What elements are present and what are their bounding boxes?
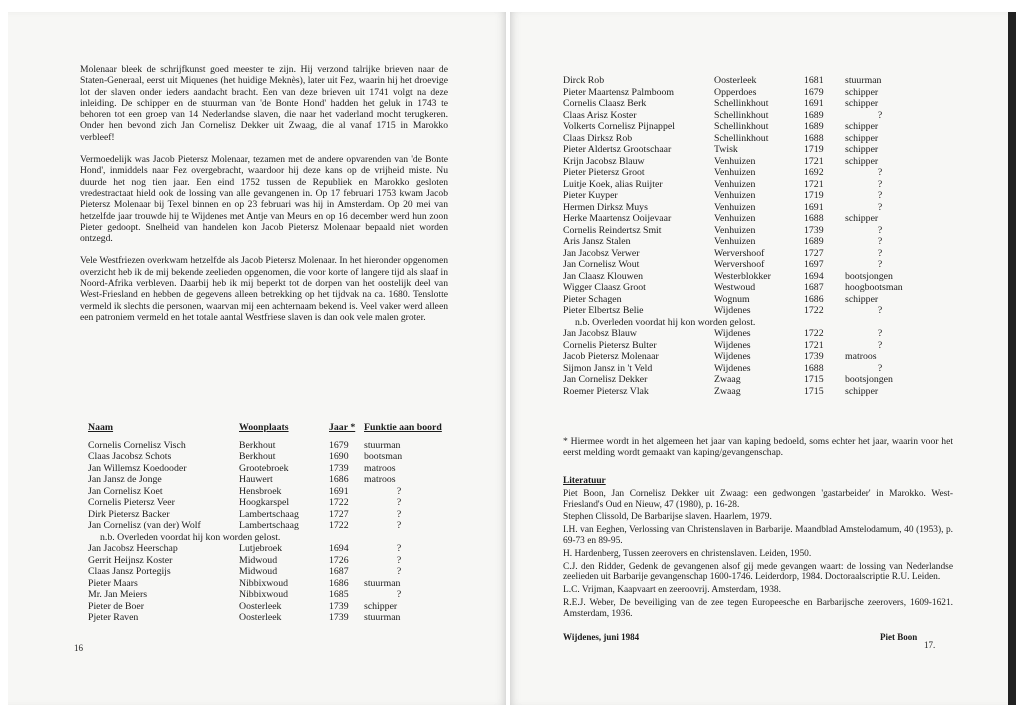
cell-jaar: 1687: [804, 282, 824, 293]
cell-funktie-text: ?: [877, 247, 883, 259]
cell-jaar: 1715: [804, 385, 824, 397]
cell-funktie: stuurman: [845, 75, 882, 86]
cell-funktie-text: ?: [396, 566, 402, 577]
cell-funktie-text: ?: [877, 167, 883, 178]
cell-woonplaats: Westerblokker: [714, 270, 771, 282]
right-sailor-table: [563, 75, 963, 397]
cell-woonplaats: Hauwert: [239, 474, 273, 485]
cell-naam: Aris Jansz Stalen: [563, 236, 631, 247]
cell-woonplaats: Twisk: [714, 144, 738, 155]
table-row: [563, 363, 963, 375]
cell-jaar: 1721: [804, 155, 824, 167]
cell-woonplaats: Zwaag: [714, 374, 741, 385]
cell-funktie: [845, 328, 915, 340]
cell-woonplaats: Zwaag: [714, 385, 741, 397]
cell-naam: Gerrit Heijnsz Koster: [88, 554, 173, 566]
table-row: [88, 463, 458, 475]
cell-naam: Jan Willemsz Koedooder: [88, 462, 187, 474]
cell-jaar: 1722: [804, 305, 824, 316]
table-row: [563, 351, 963, 363]
cell-funktie: [364, 543, 434, 555]
cell-funktie: [845, 259, 915, 271]
cell-naam: Jan Cornelisz Wout: [563, 259, 640, 270]
cell-funktie-text: ?: [877, 236, 883, 247]
table-row: [563, 156, 963, 168]
cell-jaar: 1689: [804, 109, 824, 121]
cell-funktie: bootsjongen: [845, 374, 893, 385]
literature-entry: R.E.J. Weber, De beveiliging van de zee tegen Europeesche en Barbarijsche zeerovers, 1609-1621. Amsterdam, 1936.: [563, 597, 953, 619]
table-row: [563, 259, 963, 271]
note-text: n.b. Overleden voordat hij kon worden gelost.: [575, 316, 756, 328]
table-row: [88, 612, 458, 624]
table-row: [88, 509, 458, 521]
literature-list: [563, 489, 953, 620]
cell-funktie: [845, 190, 915, 202]
cell-naam: Pieter Kuyper: [563, 190, 618, 201]
table-row: [563, 294, 963, 306]
cell-funktie: schipper: [845, 98, 879, 109]
table-row: [563, 121, 963, 133]
cell-naam: Cornelis Pietersz Bulter: [563, 339, 657, 351]
cell-funktie-text: ?: [396, 508, 402, 520]
cell-naam: Roemer Pietersz Vlak: [563, 385, 649, 397]
cell-jaar: 1689: [804, 236, 824, 247]
literature-entry: C.J. den Ridder, Gedenk de gevangenen alsof gij mede gevangen waart: de lossing van Nederlandse zeelieden uit Barbarije gevangenschap 1600-1746. Leiderdorp, 1984. Doctoraalscriptie R.U. Leiden.: [563, 561, 953, 583]
table-note: [563, 317, 963, 329]
table-row: [563, 190, 963, 202]
cell-woonplaats: Venhuizen: [714, 224, 756, 236]
table-row: [563, 167, 963, 179]
left-prose: [80, 64, 448, 334]
cell-woonplaats: Venhuizen: [714, 201, 756, 213]
cell-funktie: [845, 363, 915, 375]
table-row: [563, 340, 963, 352]
table-row: [88, 578, 458, 590]
cell-naam: Claas Arisz Koster: [563, 109, 637, 121]
table-row: [563, 225, 963, 237]
cell-woonplaats: Wervershoof: [714, 259, 765, 270]
table-row: [563, 374, 963, 386]
cell-naam: Luitje Koek, alias Ruijter: [563, 178, 663, 190]
cell-funktie: [845, 236, 915, 248]
cell-jaar: 1685: [329, 589, 349, 600]
literature-entry: Piet Boon, Jan Cornelisz Dekker uit Zwaag: een gedwongen 'gastarbeider' in Marokko. West-Friesland's Oud en Nieuw, 47 (1980), p. 16-28.: [563, 488, 953, 510]
cell-naam: Jan Cornelisz Koet: [88, 485, 163, 497]
cell-naam: Pieter Maars: [88, 577, 138, 589]
cell-funktie: schipper: [845, 144, 879, 155]
cell-jaar: 1686: [329, 474, 349, 485]
cell-jaar: 1689: [804, 121, 824, 132]
table-row: [88, 440, 458, 452]
cell-naam: Pieter Elbertsz Belie: [563, 305, 644, 316]
cell-jaar: 1679: [329, 439, 349, 451]
table-row: [563, 213, 963, 225]
cell-naam: Mr. Jan Meiers: [88, 589, 148, 600]
table-row: [88, 451, 458, 463]
cell-jaar: 1739: [329, 612, 349, 623]
cell-naam: Cornelis Pietersz Veer: [88, 497, 175, 508]
cell-funktie-text: ?: [877, 224, 883, 236]
cell-funktie: schipper: [845, 213, 879, 224]
table-row: [88, 497, 458, 509]
cell-funktie-text: ?: [396, 554, 402, 566]
cell-funktie-text: ?: [396, 589, 402, 600]
cell-woonplaats: Berkhout: [239, 439, 276, 451]
cell-naam: Claas Jansz Portegijs: [88, 566, 171, 577]
cell-jaar: 1679: [804, 86, 824, 98]
cell-funktie: stuurman: [364, 612, 401, 623]
table-row: [563, 75, 963, 87]
table-row: [563, 282, 963, 294]
cell-funktie: [845, 167, 915, 179]
cell-woonplaats: Schellinkhout: [714, 121, 769, 132]
cell-woonplaats: Nibbixwoud: [239, 577, 288, 589]
cell-woonplaats: Wijdenes: [714, 305, 751, 316]
cell-jaar: 1688: [804, 362, 824, 374]
cell-funktie: schipper: [845, 293, 879, 305]
cell-funktie: [364, 555, 434, 567]
header-naam: Naam: [88, 422, 114, 433]
table-row: [563, 248, 963, 260]
cell-funktie: [364, 566, 434, 578]
cell-funktie: [364, 486, 434, 498]
cell-jaar: 1726: [329, 554, 349, 566]
cell-funktie: [845, 225, 915, 237]
cell-naam: Dirck Rob: [563, 75, 605, 86]
cell-jaar: 1688: [804, 132, 824, 144]
book-edge: [1008, 12, 1016, 705]
cell-jaar: 1721: [804, 178, 824, 190]
table-row: [563, 202, 963, 214]
cell-jaar: 1692: [804, 167, 824, 178]
cell-jaar: 1690: [329, 451, 349, 462]
cell-naam: Pieter Aldertsz Grootschaar: [563, 144, 672, 155]
cell-funktie-text: ?: [396, 485, 402, 497]
cell-jaar: 1681: [804, 75, 824, 86]
cell-naam: Jan Jacobsz Heerschap: [88, 543, 178, 554]
cell-naam: Pieter de Boer: [88, 600, 145, 612]
table-row: [563, 236, 963, 248]
cell-woonplaats: Venhuizen: [714, 213, 756, 224]
cell-funktie: bootsman: [364, 451, 403, 462]
cell-funktie: schipper: [845, 385, 879, 397]
table-row: [88, 520, 458, 532]
cell-woonplaats: Westwoud: [714, 282, 756, 293]
table-row: [88, 589, 458, 601]
cell-naam: Cornelis Claasz Berk: [563, 98, 647, 109]
cell-woonplaats: Opperdoes: [714, 86, 757, 98]
table-note: [88, 532, 458, 544]
cell-woonplaats: Oosterleek: [714, 75, 757, 86]
cell-naam: Cornelis Reindertsz Smit: [563, 224, 662, 236]
left-sailor-table: [88, 422, 458, 624]
right-table-body: [563, 75, 963, 397]
cell-woonplaats: Schellinkhout: [714, 109, 769, 121]
cell-jaar: 1739: [329, 600, 349, 612]
cell-jaar: 1691: [329, 485, 349, 497]
cell-naam: Pjeter Raven: [88, 612, 139, 623]
header-jaar: Jaar *: [329, 422, 356, 433]
cell-funktie: bootsjongen: [845, 270, 893, 282]
cell-funktie: stuurman: [364, 577, 401, 589]
paragraph: Vermoedelijk was Jacob Pietersz Molenaar, tezamen met de andere opvarenden van 'de Bonte Hond', inmiddels naar Fez overgebracht, waardoor hij deze kans op de vrijheid miste. Nu duurde het nog tien jaar. Een eind 1752 tussen de Republiek en Marokko gesloten vredestractaat hield ook de lossing van alle gevangenen in. Op 17 februari 1753 kwam Jacob Pietersz Molenaar bij Texel binnen en op 23 februari was hij in Amsterdam. Op 20 mei van hetzelfde jaar trouwde hij te Wijdenes met Antje van Meurs en op 16 december werd hun zoon Pieter gedoopt. Snelheid van handelen kon Jacob Pietersz Molenaar bepaald niet worden ontzegd.: [80, 154, 448, 245]
cell-funktie-text: ?: [877, 339, 883, 351]
cell-jaar: 1727: [329, 508, 349, 520]
left-table-body: [88, 440, 458, 624]
literature-section: [563, 476, 953, 622]
cell-funktie: schipper: [845, 132, 879, 144]
cell-woonplaats: Lutjebroek: [239, 543, 282, 554]
cell-naam: Jan Jacobsz Verwer: [563, 247, 640, 259]
cell-woonplaats: Lambertschaag: [239, 520, 299, 531]
cell-jaar: 1691: [804, 98, 824, 109]
cell-jaar: 1722: [804, 328, 824, 339]
cell-funktie-text: ?: [877, 201, 883, 213]
cell-woonplaats: Grootebroek: [239, 462, 289, 474]
cell-woonplaats: Venhuizen: [714, 178, 756, 190]
literature-entry: L.C. Vrijman, Kaapvaart en zeeroovrij. Amsterdam, 1938.: [563, 585, 781, 596]
cell-naam: Wigger Claasz Groot: [563, 282, 646, 293]
cell-jaar: 1722: [329, 520, 349, 531]
cell-woonplaats: Schellinkhout: [714, 132, 769, 144]
cell-naam: Jan Claasz Klouwen: [563, 270, 643, 282]
table-row: [88, 566, 458, 578]
cell-jaar: 1719: [804, 190, 824, 201]
cell-woonplaats: Midwoud: [239, 566, 278, 577]
cell-jaar: 1739: [804, 351, 824, 362]
table-row: [563, 386, 963, 398]
cell-jaar: 1687: [329, 566, 349, 577]
cell-woonplaats: Hensbroek: [239, 485, 282, 497]
cell-jaar: 1694: [804, 270, 824, 282]
cell-jaar: 1688: [804, 213, 824, 224]
cell-funktie: [364, 509, 434, 521]
cell-funktie: [845, 179, 915, 191]
cell-funktie-text: ?: [877, 362, 883, 374]
cell-funktie: stuurman: [364, 439, 401, 451]
author-signature: Piet Boon: [880, 632, 918, 642]
cell-funktie: schipper: [845, 121, 879, 132]
cell-naam: Krijn Jacobsz Blauw: [563, 155, 645, 167]
cell-funktie: [845, 202, 915, 214]
cell-woonplaats: Hoogkarspel: [239, 497, 290, 508]
cell-jaar: 1691: [804, 201, 824, 213]
cell-funktie: schipper: [845, 155, 879, 167]
cell-naam: Pieter Schagen: [563, 293, 622, 305]
right-page-number: 17.: [924, 640, 936, 650]
cell-woonplaats: Wijdenes: [714, 351, 751, 362]
cell-funktie: [364, 589, 434, 601]
literature-entry: H. Hardenberg, Tussen zeerovers en christenslaven. Leiden, 1950.: [563, 548, 812, 559]
table-row: [563, 271, 963, 283]
cell-funktie: [364, 497, 434, 509]
paragraph: Vele Westfriezen overkwam hetzelfde als Jacob Pietersz Molenaar. In het hieronder opgenomen overzicht heb ik de mij bekende zeelieden opgenomen, die voor korte of langere tijd als slaaf in Noord-Afrika verbleven. Daarbij heb ik mij beperkt tot de dorpen van het oostelijk deel van West-Friesland en hebben de gegevens alleen betrekking op het tijdvak na ca. 1680. Tenslotte vermeld ik slechts die personen, waarvan mij een achternaam bekend is. Veel vaker werd alleen een patroniem vermeld en het totale aantal Westfriese slaven is dan ook vele malen groter.: [80, 255, 448, 323]
cell-naam: Jan Cornelisz (van der) Wolf: [88, 520, 201, 531]
paragraph: Molenaar bleek de schrijfkunst goed meester te zijn. Hij verzond talrijke brieven naar de Staten-Generaal, eerst uit Miquenes (het huidige Meknès), later uit Fez, waarin hij het droevige lot der slaven onder ieders aandacht bracht. Een van deze brieven uit 1741 volgt na deze inleiding. De schipper en de stuurman van 'de Bonte Hond' hadden het geluk in 1743 te behoren tot een groep van 14 Nederlandse slaven, die naar het vaderland mocht terugkeren. Onder hen bevond zich Jan Cornelisz Dekker uit Zwaag, die al vanaf 1715 in Marokko verbleef!: [80, 64, 448, 143]
cell-jaar: 1739: [329, 462, 349, 474]
cell-funktie: [845, 305, 915, 317]
cell-woonplaats: Wijdenes: [714, 328, 751, 339]
table-row: [88, 601, 458, 613]
cell-woonplaats: Wijdenes: [714, 362, 751, 374]
header-woonplaats: Woonplaats: [239, 422, 289, 433]
cell-woonplaats: Oosterleek: [239, 600, 282, 612]
table-row: [563, 133, 963, 145]
cell-funktie: schipper: [845, 86, 879, 98]
cell-funktie-text: ?: [877, 178, 883, 190]
cell-naam: Dirk Pietersz Backer: [88, 508, 170, 520]
cell-jaar: 1722: [329, 497, 349, 508]
cell-jaar: 1694: [329, 543, 349, 554]
cell-naam: Pieter Pietersz Groot: [563, 167, 645, 178]
cell-jaar: 1739: [804, 224, 824, 236]
note-text: n.b. Overleden voordat hij kon worden gelost.: [100, 531, 281, 543]
cell-naam: Cornelis Cornelisz Visch: [88, 439, 186, 451]
table-row: [563, 179, 963, 191]
place-date: Wijdenes, juni 1984: [563, 632, 640, 642]
header-funktie: Funktie aan boord: [364, 422, 442, 433]
cell-funktie: [364, 520, 434, 532]
cell-jaar: 1697: [804, 259, 824, 270]
cell-jaar: 1721: [804, 339, 824, 351]
table-row: [563, 328, 963, 340]
cell-woonplaats: Midwoud: [239, 554, 278, 566]
cell-funktie: [845, 110, 915, 122]
cell-woonplaats: Wognum: [714, 293, 750, 305]
literature-entry: Stephen Clissold, De Barbarijse slaven. Haarlem, 1979.: [563, 512, 772, 523]
cell-funktie: matroos: [845, 351, 877, 362]
left-page-number: 16: [74, 643, 83, 653]
cell-woonplaats: Schellinkhout: [714, 98, 769, 109]
cell-funktie-text: ?: [396, 520, 402, 531]
cell-woonplaats: Wijdenes: [714, 339, 751, 351]
table-row: [563, 98, 963, 110]
table-row: [88, 543, 458, 555]
cell-woonplaats: Lambertschaag: [239, 508, 299, 520]
table-row: [563, 144, 963, 156]
table-row: [563, 110, 963, 122]
table-row: [563, 87, 963, 99]
table-header: [88, 422, 458, 434]
cell-naam: Volkerts Cornelisz Pijnappel: [563, 121, 675, 132]
cell-funktie: matroos: [364, 474, 396, 485]
cell-woonplaats: Venhuizen: [714, 236, 756, 247]
cell-naam: Hermen Dirksz Muys: [563, 201, 648, 213]
cell-naam: Jan Cornelisz Dekker: [563, 374, 648, 385]
cell-jaar: 1715: [804, 374, 824, 385]
cell-funktie-text: ?: [396, 497, 402, 508]
cell-naam: Herke Maartensz Ooijevaar: [563, 213, 672, 224]
cell-funktie: matroos: [364, 462, 396, 474]
literature-title: Literatuur: [563, 476, 606, 486]
cell-funktie-text: ?: [877, 328, 883, 339]
cell-naam: Sijmon Jansz in 't Veld: [563, 362, 653, 374]
cell-funktie-text: ?: [877, 259, 883, 270]
cell-funktie-text: ?: [877, 109, 883, 121]
cell-woonplaats: Oosterleek: [239, 612, 282, 623]
cell-naam: Jan Jansz de Jonge: [88, 474, 162, 485]
table-row: [88, 555, 458, 567]
cell-naam: Pieter Maartensz Palmboom: [563, 86, 675, 98]
cell-jaar: 1686: [804, 293, 824, 305]
cell-woonplaats: Venhuizen: [714, 167, 756, 178]
cell-jaar: 1719: [804, 144, 824, 155]
table-row: [563, 305, 963, 317]
cell-naam: Claas Dirksz Rob: [563, 132, 633, 144]
footnote: * Hiermee wordt in het algemeen het jaar van kaping bedoeld, soms echter het jaar, waarin voor het eerst melding wordt gemaakt van kaping/gevangenschap.: [563, 436, 953, 459]
table-row: [88, 486, 458, 498]
cell-funktie: [845, 340, 915, 352]
table-row: [88, 474, 458, 486]
cell-woonplaats: Berkhout: [239, 451, 276, 462]
cell-naam: Claas Jacobsz Schots: [88, 451, 172, 462]
cell-woonplaats: Venhuizen: [714, 190, 756, 201]
cell-funktie: hoogbootsman: [845, 282, 903, 293]
literature-entry: I.H. van Eeghen, Verlossing van Christenslaven in Barbarije. Maandblad Amstelodamum, 40 (1953), p. 69-73 en 89-95.: [563, 525, 953, 546]
cell-woonplaats: Venhuizen: [714, 155, 756, 167]
cell-woonplaats: Nibbixwoud: [239, 589, 288, 600]
cell-funktie: schipper: [364, 600, 398, 612]
cell-funktie-text: ?: [877, 305, 883, 316]
cell-naam: Jacob Pietersz Molenaar: [563, 351, 659, 362]
cell-jaar: 1686: [329, 577, 349, 589]
cell-funktie-text: ?: [877, 190, 883, 201]
cell-jaar: 1727: [804, 247, 824, 259]
cell-funktie: [845, 248, 915, 260]
cell-woonplaats: Wervershoof: [714, 247, 765, 259]
cell-naam: Jan Jacobsz Blauw: [563, 328, 638, 339]
cell-funktie-text: ?: [396, 543, 402, 554]
